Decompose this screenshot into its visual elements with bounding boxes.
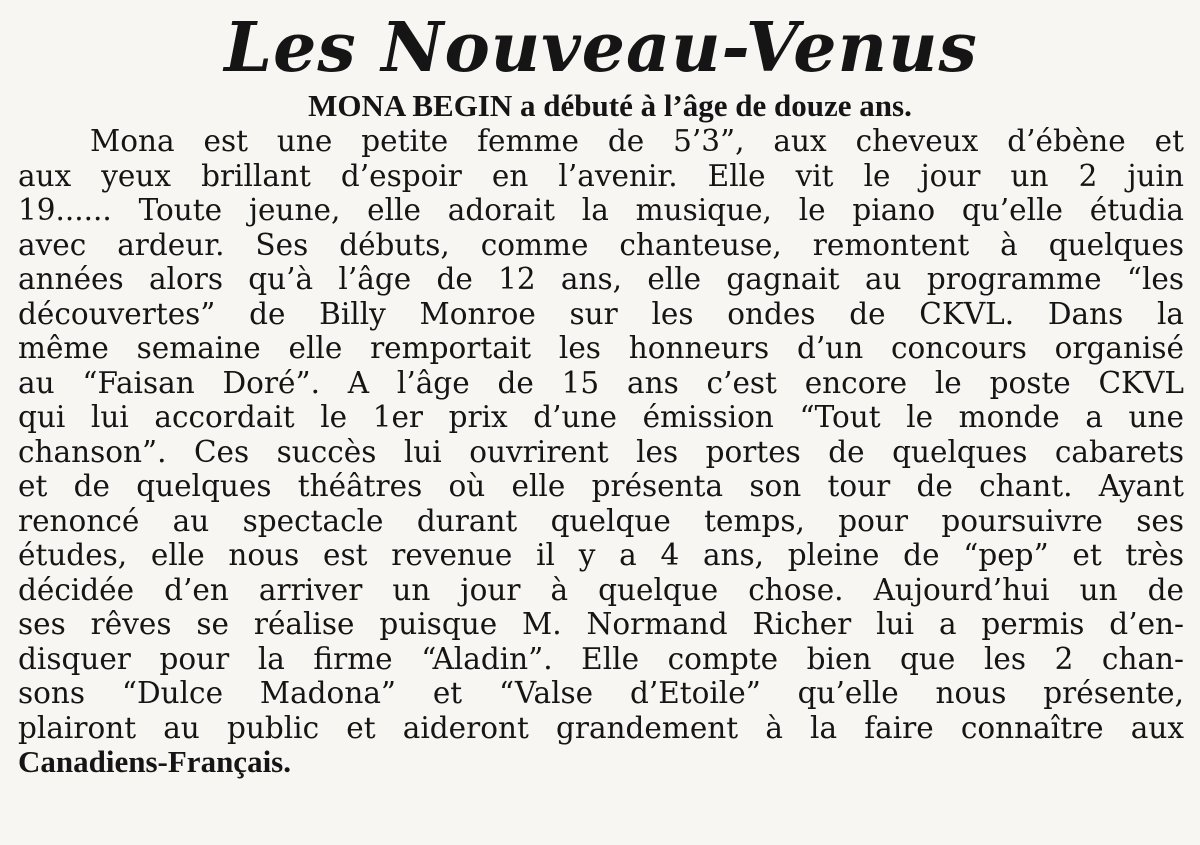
body-line: décidée d’en arriver un jour à quelque chose. Aujourd’hui un de bbox=[18, 572, 1184, 607]
body-line: découvertes” de Billy Monroe sur les ondes de CKVL. Dans la bbox=[18, 296, 1184, 331]
body-line: ses rêves se réalise puisque M. Normand Richer lui a permis d’en- bbox=[18, 607, 1184, 641]
body-line: et de quelques théâtres où elle présenta son tour de chant. Ayant bbox=[18, 469, 1184, 503]
body-line: chanson”. Ces succès lui ouvrirent les portes de quelques cabarets bbox=[18, 434, 1184, 469]
body-line: sons “Dulce Madona” et “Valse d’Etoile” qu’elle nous présente, bbox=[18, 676, 1184, 710]
body-line: années alors qu’à l’âge de 12 ans, elle gagnait au programme “les bbox=[18, 262, 1184, 296]
body-line: renoncé au spectacle durant quelque temps, pour poursuivre ses bbox=[18, 503, 1184, 538]
body-line: aux yeux brillant d’espoir en l’avenir. Elle vit le jour un 2 juin bbox=[18, 158, 1184, 193]
body-line: qui lui accordait le 1er prix d’une émission “Tout le monde a une bbox=[18, 400, 1184, 434]
article-body bbox=[18, 124, 1184, 780]
article-subtitle: MONA BEGIN a débuté à l’âge de douze ans. bbox=[308, 88, 912, 123]
body-line: 19...... Toute jeune, elle adorait la musique, le piano qu’elle étudia bbox=[18, 193, 1184, 227]
article-title: Les Nouveau-Venus bbox=[224, 8, 978, 88]
body-line: Mona est une petite femme de 5’3”, aux cheveux d’ébène et bbox=[90, 124, 1184, 158]
body-line: même semaine elle remportait les honneurs d’un concours organisé bbox=[18, 331, 1184, 365]
body-line: au “Faisan Doré”. A l’âge de 15 ans c’est encore le poste CKVL bbox=[18, 365, 1184, 400]
body-line: avec ardeur. Ses débuts, comme chanteuse, remontent à quelques bbox=[18, 227, 1184, 262]
body-line: études, elle nous est revenue il y a 4 ans, pleine de “pep” et très bbox=[18, 538, 1184, 572]
body-line-closing: Canadiens-Français. bbox=[18, 745, 291, 779]
body-line: disquer pour la firme “Aladin”. Elle compte bien que les 2 chan- bbox=[18, 641, 1184, 676]
body-line: plairont au public et aideront grandement à la faire connaître aux bbox=[18, 710, 1184, 745]
